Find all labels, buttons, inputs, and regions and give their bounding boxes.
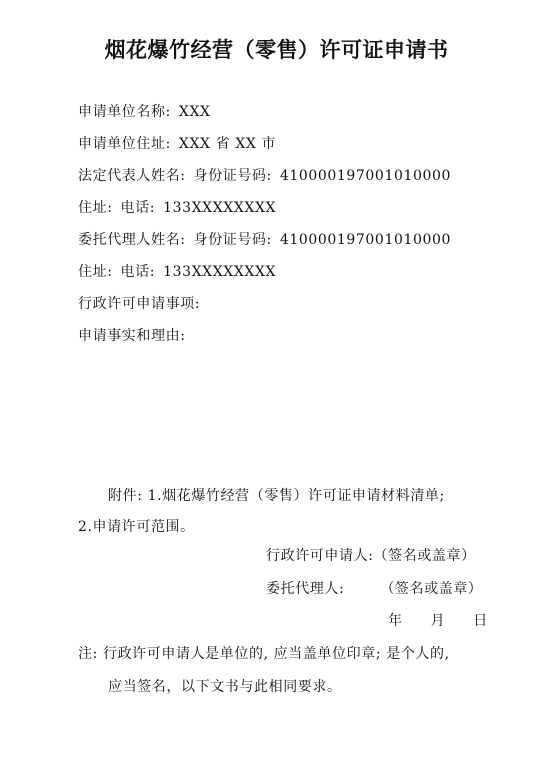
phone-label-1: 电话: bbox=[120, 200, 156, 216]
agent-label: 委托代理人姓名: bbox=[78, 232, 186, 248]
address-label-2: 住址: bbox=[78, 264, 113, 280]
phone-value-2: 133XXXXXXXX bbox=[163, 264, 277, 280]
attachments-line-1: 附件: 1.烟花爆竹经营（零售）许可证申请材料清单; bbox=[108, 488, 445, 504]
date-day: 日 bbox=[473, 613, 488, 629]
unit-address-row bbox=[78, 133, 276, 153]
date-year: 年 bbox=[388, 613, 403, 629]
unit-address-value: XXX 省 XX 市 bbox=[178, 136, 277, 152]
address-phone-row-2 bbox=[78, 261, 276, 281]
legal-rep-label: 法定代表人姓名: bbox=[78, 168, 186, 184]
phone-value-1: 133XXXXXXXX bbox=[163, 200, 277, 216]
document-title: 烟花爆竹经营（零售）许可证申请书 bbox=[104, 38, 449, 62]
agent-signature-sign: （签名或盖章） bbox=[380, 581, 483, 597]
note-line-1: 注: 行政许可申请人是单位的, 应当盖单位印章; 是个人的, bbox=[78, 646, 450, 662]
unit-name-value: XXX bbox=[178, 104, 211, 120]
legal-rep-id-label: 身份证号码: bbox=[193, 168, 272, 184]
facts-label: 申请事实和理由: bbox=[78, 328, 186, 344]
agent-id-label: 身份证号码: bbox=[193, 232, 272, 248]
agent-id-value: 410000197001010000 bbox=[279, 232, 451, 248]
address-phone-row-1 bbox=[78, 197, 276, 217]
attachments-line-2: 2.申请许可范围。 bbox=[78, 519, 195, 535]
unit-name-label: 申请单位名称: bbox=[78, 104, 171, 120]
unit-address-label: 申请单位住址: bbox=[78, 136, 171, 152]
legal-rep-id-value: 410000197001010000 bbox=[279, 168, 451, 184]
matters-label: 行政许可申请事项: bbox=[78, 296, 201, 312]
legal-rep-row bbox=[78, 165, 451, 185]
address-label-1: 住址: bbox=[78, 200, 113, 216]
applicant-signature: 行政许可申请人:（签名或盖章） bbox=[266, 548, 476, 564]
agent-row bbox=[78, 229, 451, 249]
phone-label-2: 电话: bbox=[120, 264, 156, 280]
date-month: 月 bbox=[430, 613, 446, 629]
agent-signature-row bbox=[266, 578, 483, 598]
date-row bbox=[388, 610, 488, 630]
unit-name-row bbox=[78, 101, 211, 121]
agent-signature-label: 委托代理人: bbox=[266, 581, 345, 597]
note-line-2: 应当签名，以下文书与此相同要求。 bbox=[108, 679, 342, 695]
